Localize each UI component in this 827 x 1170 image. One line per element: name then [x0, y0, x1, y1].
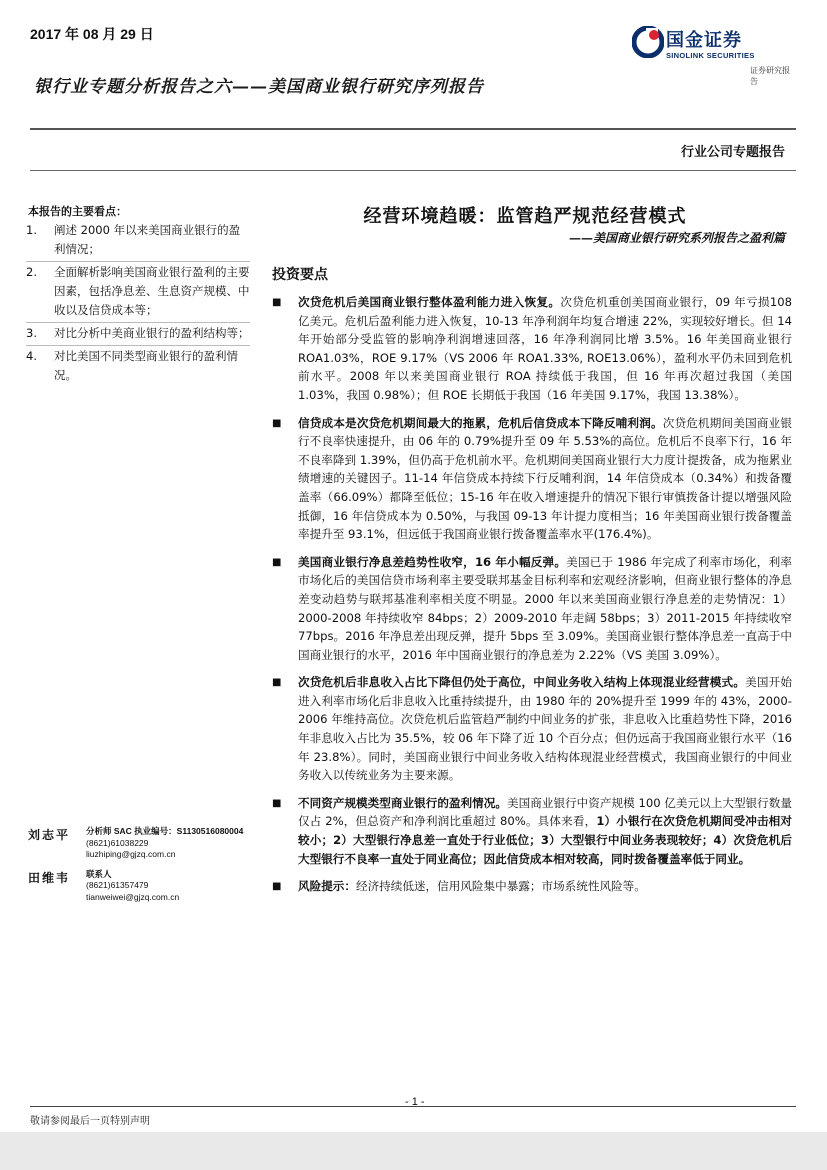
key-point: ■ 次贷危机后美国商业银行整体盈利能力进入恢复。次贷危机重创美国商业银行，09 年亏损108 亿美元。危机后盈利能力进入恢复，10-13 年净利润年均复合增速 22%，实现较好增长。但 14 年开始部分受监管的影响净利润增速回落，16 年净利润同比增 3.5%。16 年美国商业银行 ROA1.03%，ROE 9.17%（VS 2006 年 ROA1.33%, ROE13.06%），盈利水平仍未回到危机前水平。2008 年以来美国商业银行 ROA 持续低于我国，但 16 年再次超过我国（美国 1.03%，我国 0.98%）；但 ROE 长期低于我国（16 年美国 9.17%，我国 13.38%）。 — [272, 293, 792, 405]
list-item: 1. 阐述 2000 年以来美国商业银行的盈利情况； — [26, 220, 250, 262]
sidebar-title: 本报告的主要看点： — [28, 205, 127, 218]
report-date: 2017 年 08 月 29 日 — [30, 26, 154, 42]
analyst-email[interactable]: liuzhiping@gjzq.com.cn — [86, 849, 176, 859]
footer-band — [0, 1132, 827, 1170]
highlights-list — [26, 220, 250, 387]
list-item: 2. 全面解析影响美国商业银行盈利的主要因素，包括净息差、生息资产规模、中收以及信贷成本等； — [26, 262, 250, 323]
logo-name-cn: 国金证券 — [666, 30, 742, 51]
square-bullet-icon: ■ — [272, 417, 282, 429]
footer-divider — [30, 1106, 796, 1107]
analyst-phone: (8621)61038229 — [86, 837, 149, 848]
list-item: 3. 对比分析中美商业银行的盈利结构等； — [26, 323, 250, 346]
logo-mark-icon — [632, 26, 664, 58]
logo-name-en: SINOLINK SECURITIES — [666, 51, 755, 60]
key-points — [272, 293, 792, 906]
analyst-name: 刘志平 — [28, 828, 71, 842]
square-bullet-icon: ■ — [272, 677, 282, 689]
key-point: ■ 次贷危机后非息收入占比下降但仍处于高位，中间业务收入结构上体现混业经营模式。美国开始进入利率市场化后非息收入比重持续提升，由 1980 年的 20%提升至 1999 年的 43%，2000-2006 年维持高位。次贷危机后监管趋严制约中间业务的扩张，非息收入比重趋势性下降，2016 年非息收入占比为 35.5%，较 06 年下降了近 10 个百分点；但仍远高于我国商业银行水平（16 年 23.8%）。同时，美国商业银行中间业务收入结构体现混业经营模式，我国商业银行的中间业务收入以传统业务为主要来源。 — [272, 673, 792, 785]
analyst-role: 分析师 SAC 执业编号：S1130516080004 — [86, 826, 244, 836]
section-heading: 投资要点 — [272, 267, 328, 283]
square-bullet-icon: ■ — [272, 297, 282, 308]
key-point: ■ 不同资产规模类型商业银行的盈利情况。美国商业银行中资产规模 100 亿美元以上大型银行数量仅占 2%，但总资产和净利润比重超过 80%。具体来看，1）小银行在次贷危机期间受冲击相对较小；2）大型银行净息差一直处于行业低位；3）大型银行中间业务表现较好；4）次贷危机后大型银行不良率一直处于同业高位；因此信贷成本相对较高，同时拨备覆盖率低于同业。 — [272, 794, 792, 868]
square-bullet-icon: ■ — [272, 797, 282, 809]
category-divider — [30, 170, 796, 171]
analyst-role: 联系人 — [86, 868, 112, 879]
main-subtitle: ——美国商业银行研究系列报告之盈利篇 — [568, 231, 785, 245]
analyst-contacts — [28, 826, 268, 911]
report-category: 行业公司专题报告 — [680, 145, 785, 160]
analyst-phone: (8621)61357479 — [86, 880, 149, 890]
analyst-entry — [28, 826, 268, 861]
key-point: ■ 美国商业银行净息差趋势性收窄，16 年小幅反弹。美国已于 1986 年完成了利率市场化，利率市场化后的美国信贷市场利率主要受联邦基金目标利率和宏观经济影响，但商业银行整体的净息差变动趋势与联邦基准利率相关度不明显。2000 年以来美国商业银行净息差的走势情况：1）2000-2008 年持续收窄 84bps；2）2009-2010 年走阔 58bps；3）2011-2015 年持续收窄 77bps。2016 年净息差出现反弹，提升 5bps 至 3.09%。美国商业银行整体净息差一直高于中国商业银行的水平，2016 年中国商业银行的净息差为 2.22%（VS 美国 3.09%）。 — [272, 553, 792, 665]
footer-disclaimer: 敬请参阅最后一页特别声明 — [30, 1116, 150, 1127]
logo-subtitle: 证券研究报告 — [750, 66, 790, 86]
analyst-entry — [28, 869, 268, 904]
analyst-name: 田维韦 — [28, 870, 71, 885]
key-point: ■ 信贷成本是次贷危机期间最大的拖累，危机后信贷成本下降反哺利润。次贷危机期间美国商业银行不良率快速提升，由 06 年的 0.79%提升至 09 年 5.53%的高位。危机后不良率下行，16 年不良率降到 1.39%，但仍高于危机前水平。危机期间美国商业银行大力度计提拨备，成为拖累业绩增速的关键因子。11-14 年信贷成本持续下行反哺利润，14 年信贷成本（0.34%）和拨备覆盖率（66.09%）都降至低位；15-16 年在收入增速提升的情况下银行审慎拨备计提以增强风险抵御，16 年信贷成本为 0.50%，与我国 09-13 年计提力度相当；16 年美国商业银行拨备覆盖率提升至 93.1%，但远低于我国商业银行拨备覆盖率水平(176.4%)。 — [272, 414, 792, 544]
header-divider — [30, 128, 796, 130]
key-point: ■ 风险提示：经济持续低迷，信用风险集中暴露；市场系统性风险等。 — [272, 877, 792, 897]
square-bullet-icon: ■ — [272, 881, 282, 893]
analyst-email[interactable]: tianweiwei@gjzq.com.cn — [86, 891, 180, 902]
report-series-title: 银行业专题分析报告之六——美国商业银行研究序列报告 — [34, 77, 484, 97]
company-logo — [632, 22, 792, 86]
list-item: 4. 对比美国不同类型商业银行的盈利情况。 — [26, 349, 238, 382]
square-bullet-icon: ■ — [272, 556, 282, 568]
page-number: - 1 - — [405, 1096, 425, 1108]
main-title: 经营环境趋暖：监管趋严规范经营模式 — [363, 206, 687, 227]
